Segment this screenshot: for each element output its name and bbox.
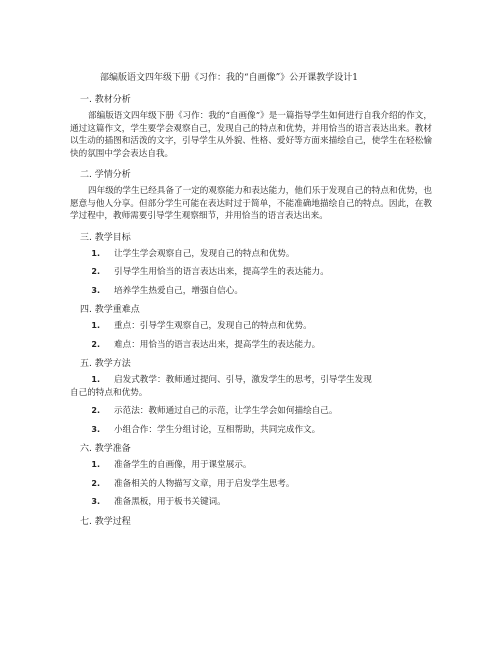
list-item-number: 1. [91,460,100,469]
list-item-text: 让学生学会观察自己，发现自己的特点和优势。 [114,248,295,259]
list-item-text: 培养学生热爱自己，增强自信心。 [114,285,243,296]
list-item-text: 启发式教学：教师通过提问、引导，激发学生的思考，引导学生发现 [114,375,372,385]
list-item-number: 1. [91,321,100,330]
list-item-text: 准备学生的自画像，用于课堂展示。 [114,460,252,470]
list-item-number: 1. [91,248,100,258]
list-item [0,405,502,418]
list-item [0,339,502,352]
section-heading: 三. 教学目标 [80,232,131,243]
section-heading: 七. 教学过程 [80,516,131,527]
list-item [0,285,502,298]
section-teaching-preparation [0,443,502,509]
list-item-text: 小组合作：学生分组讨论，互相帮助，共同完成作文。 [114,424,321,435]
list-item [0,266,502,279]
list-item-number: 2. [91,339,100,349]
list-item [0,478,502,491]
section-teaching-goals [0,232,502,298]
section-heading: 六. 教学准备 [80,444,131,454]
list-item-text: 重点：引导学生观察自己，发现自己的特点和优势。 [114,321,312,331]
list-item-number: 3. [91,424,100,434]
list-item-continuation: 自己的特点和优势。 [70,387,148,398]
section-key-points [0,304,502,351]
list-item-number: 3. [91,497,100,506]
list-item-text: 准备黑板，用于板书关键词。 [114,497,226,507]
section-student-analysis [0,169,502,223]
list-item-number: 2. [91,267,100,276]
section-heading: 四. 教学重难点 [80,305,140,315]
list-item [0,459,502,472]
list-item-text: 准备相关的人物描写文章，用于启发学生思考。 [114,478,295,489]
list-item-number: 2. [91,406,100,415]
document-title: 部编版语文四年级下册《习作：我的“自画像”》公开课教学设计1 [100,73,358,83]
section-paragraph: 四年级的学生已经具备了一定的观察能力和表达能力，他们乐于发现自己的特点和优势，也愿意与他人分享。但部分学生可能在表达时过于简单，不能准确地描绘自己的特点。因此，在教学过程中，教师需要引导学生观察细节，并用恰当的语言表达出来。 [70,186,432,221]
list-item-text: 示范法：教师通过自己的示范，让学生学会如何描绘自己。 [114,406,338,416]
list-item [0,248,502,261]
list-item-text: 引导学生用恰当的语言表达出来，提高学生的表达能力。 [114,267,329,277]
section-textbook-analysis [0,94,502,160]
list-item-number: 3. [91,285,100,295]
list-item-number: 1. [91,375,100,384]
section-teaching-process [0,516,502,528]
list-item-number: 2. [91,478,100,488]
section-heading: 二. 学情分析 [80,170,131,180]
preparation-list [0,459,502,509]
list-item-text: 难点：用恰当的语言表达出来，提高学生的表达能力。 [114,339,321,350]
goals-list [0,248,502,298]
section-teaching-methods [0,358,502,436]
section-paragraph: 部编版语文四年级下册《习作：我的“自画像”》是一篇指导学生如何进行自我介绍的作文，通过这篇作文，学生要学会观察自己，发现自己的特点和优势，并用恰当的语言表达出来。教材以生动的插图和活泼的文字，引导学生从外貌、性格、爱好等方面来描绘自己，使学生在轻松愉快的氛围中学会表达自我。 [70,111,432,159]
methods-list [0,374,502,436]
key-points-list [0,320,502,351]
list-item [0,496,502,509]
list-item [0,374,502,399]
section-heading: 一. 教材分析 [80,95,131,105]
section-heading: 五. 教学方法 [80,359,131,369]
list-item [0,424,502,437]
list-item [0,320,502,333]
